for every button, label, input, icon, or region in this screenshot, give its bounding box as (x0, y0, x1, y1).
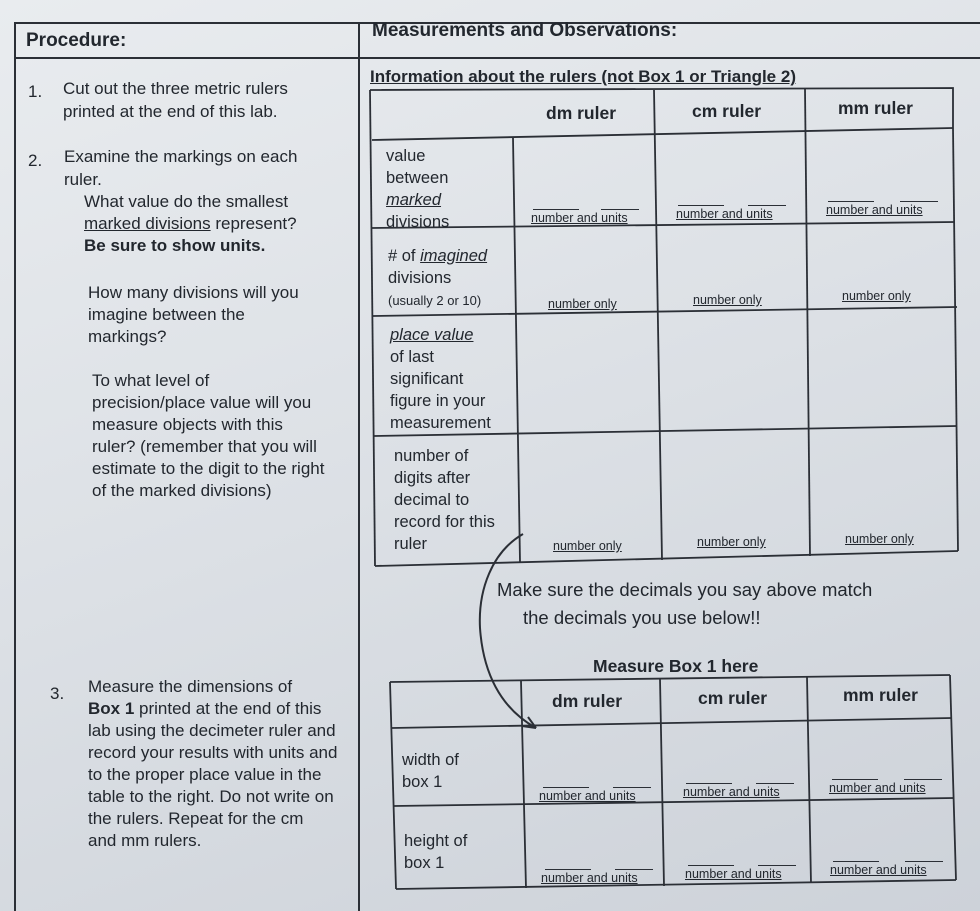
procedure-heading: Procedure: (26, 30, 127, 51)
measurements-heading: Measurements and Observations: (372, 20, 678, 41)
question-text: estimate to the digit to the right (92, 459, 325, 478)
question-text: of the marked divisions) (92, 481, 272, 500)
row-label-text: significant (390, 370, 464, 388)
question-text: What value do the smallest (84, 192, 289, 211)
col-header-cm: cm ruler (692, 101, 762, 121)
step-text-line: lab using the decimeter ruler and (88, 721, 336, 740)
step-text-line: to the proper place value in the (88, 765, 322, 784)
question-text: precision/place value will you (92, 393, 312, 412)
step-text-line: table to the right. Do not write on (88, 787, 334, 806)
row-label-text: imagined (420, 247, 488, 265)
step-text-line: and mm rulers. (88, 831, 202, 850)
hint-number-only: number only (842, 289, 911, 303)
hint-number-and-units: number and units (531, 211, 628, 225)
box-col-header-mm: mm ruler (843, 685, 918, 705)
step-number: 1. (28, 82, 43, 101)
row-label-text: box 1 (402, 773, 443, 791)
question-text: To what level of (92, 371, 210, 390)
hint-number-and-units: number and units (539, 789, 636, 803)
hint-number-and-units: number and units (830, 863, 927, 877)
step-text-line: record your results with units and (88, 743, 338, 762)
hint-number-and-units: number and units (683, 785, 780, 799)
step-text-line: the rulers. Repeat for the cm (88, 809, 304, 828)
box-col-header-cm: cm ruler (698, 688, 768, 708)
row-label-text: number of (394, 447, 469, 465)
step-text: Examine the markings on each (64, 147, 298, 166)
row-label-box-height (404, 830, 467, 874)
row-label-text: record for this (394, 513, 495, 531)
hint-number-and-units: number and units (826, 203, 923, 217)
hint-number-only: number only (697, 535, 766, 549)
step-number: 2. (28, 151, 43, 170)
row-label-text: digits after (394, 469, 471, 487)
row-label-text: divisions (388, 269, 452, 287)
row-label-box-width (402, 749, 459, 793)
step-text: Cut out the three metric rulers (63, 79, 288, 98)
col-header-mm: mm ruler (838, 98, 913, 118)
step-text-line: Measure the dimensions of (88, 677, 293, 696)
hint-number-only: number only (553, 539, 622, 553)
question-text: ruler? (remember that you will (92, 437, 317, 456)
hint-number-only: number only (548, 297, 617, 311)
row-label-text: ruler (394, 535, 428, 553)
row-label-text: measurement (390, 414, 491, 432)
row-label-text: # of (388, 247, 421, 265)
row-label-text: width of (402, 751, 459, 769)
hint-number-only: number only (693, 293, 762, 307)
hint-number-and-units: number and units (676, 207, 773, 221)
row-label-text: of last (390, 348, 435, 366)
row-label-text: box 1 (404, 854, 445, 872)
box-table-title: Measure Box 1 here (593, 656, 759, 676)
underlined-term: marked divisions (84, 214, 211, 233)
row-label-text: between (386, 169, 449, 187)
hint-number-and-units: number and units (829, 781, 926, 795)
question-text: markings? (88, 327, 167, 346)
box-col-header-dm: dm ruler (552, 691, 623, 711)
hint-number-and-units: number and units (541, 871, 638, 885)
row-label-text: figure in your (390, 392, 486, 410)
question-text: represent? (210, 214, 297, 233)
col-header-dm: dm ruler (546, 103, 617, 123)
info-table-title: Information about the rulers (not Box 1 or Triangle 2) (370, 67, 796, 86)
row-label-text: (usually 2 or 10) (388, 293, 482, 308)
hint-number-and-units: number and units (685, 867, 782, 881)
question-text: How many divisions will you (88, 283, 299, 302)
emphasis-text: Be sure to show units. (84, 236, 266, 255)
emphasis-text: Box 1 (88, 699, 135, 718)
row-label-text: height of (404, 832, 468, 850)
hint-number-only: number only (845, 532, 914, 546)
row-label-text: place value (390, 326, 474, 344)
row-label-text: value (386, 147, 426, 165)
step-text: printed at the end of this lab. (63, 102, 278, 121)
step-text-line: printed at the end of this (134, 699, 322, 718)
question-text: measure objects with this (92, 415, 283, 434)
row-label-text: decimal to (394, 491, 470, 509)
row-label-text: marked (386, 191, 442, 209)
reminder-text: the decimals you use below!! (523, 607, 761, 628)
step-text: ruler. (64, 170, 102, 189)
step-number: 3. (50, 684, 65, 703)
reminder-text: Make sure the decimals you say above match (497, 579, 873, 600)
row-label-text: divisions (386, 213, 450, 231)
question-text: imagine between the (88, 305, 245, 324)
